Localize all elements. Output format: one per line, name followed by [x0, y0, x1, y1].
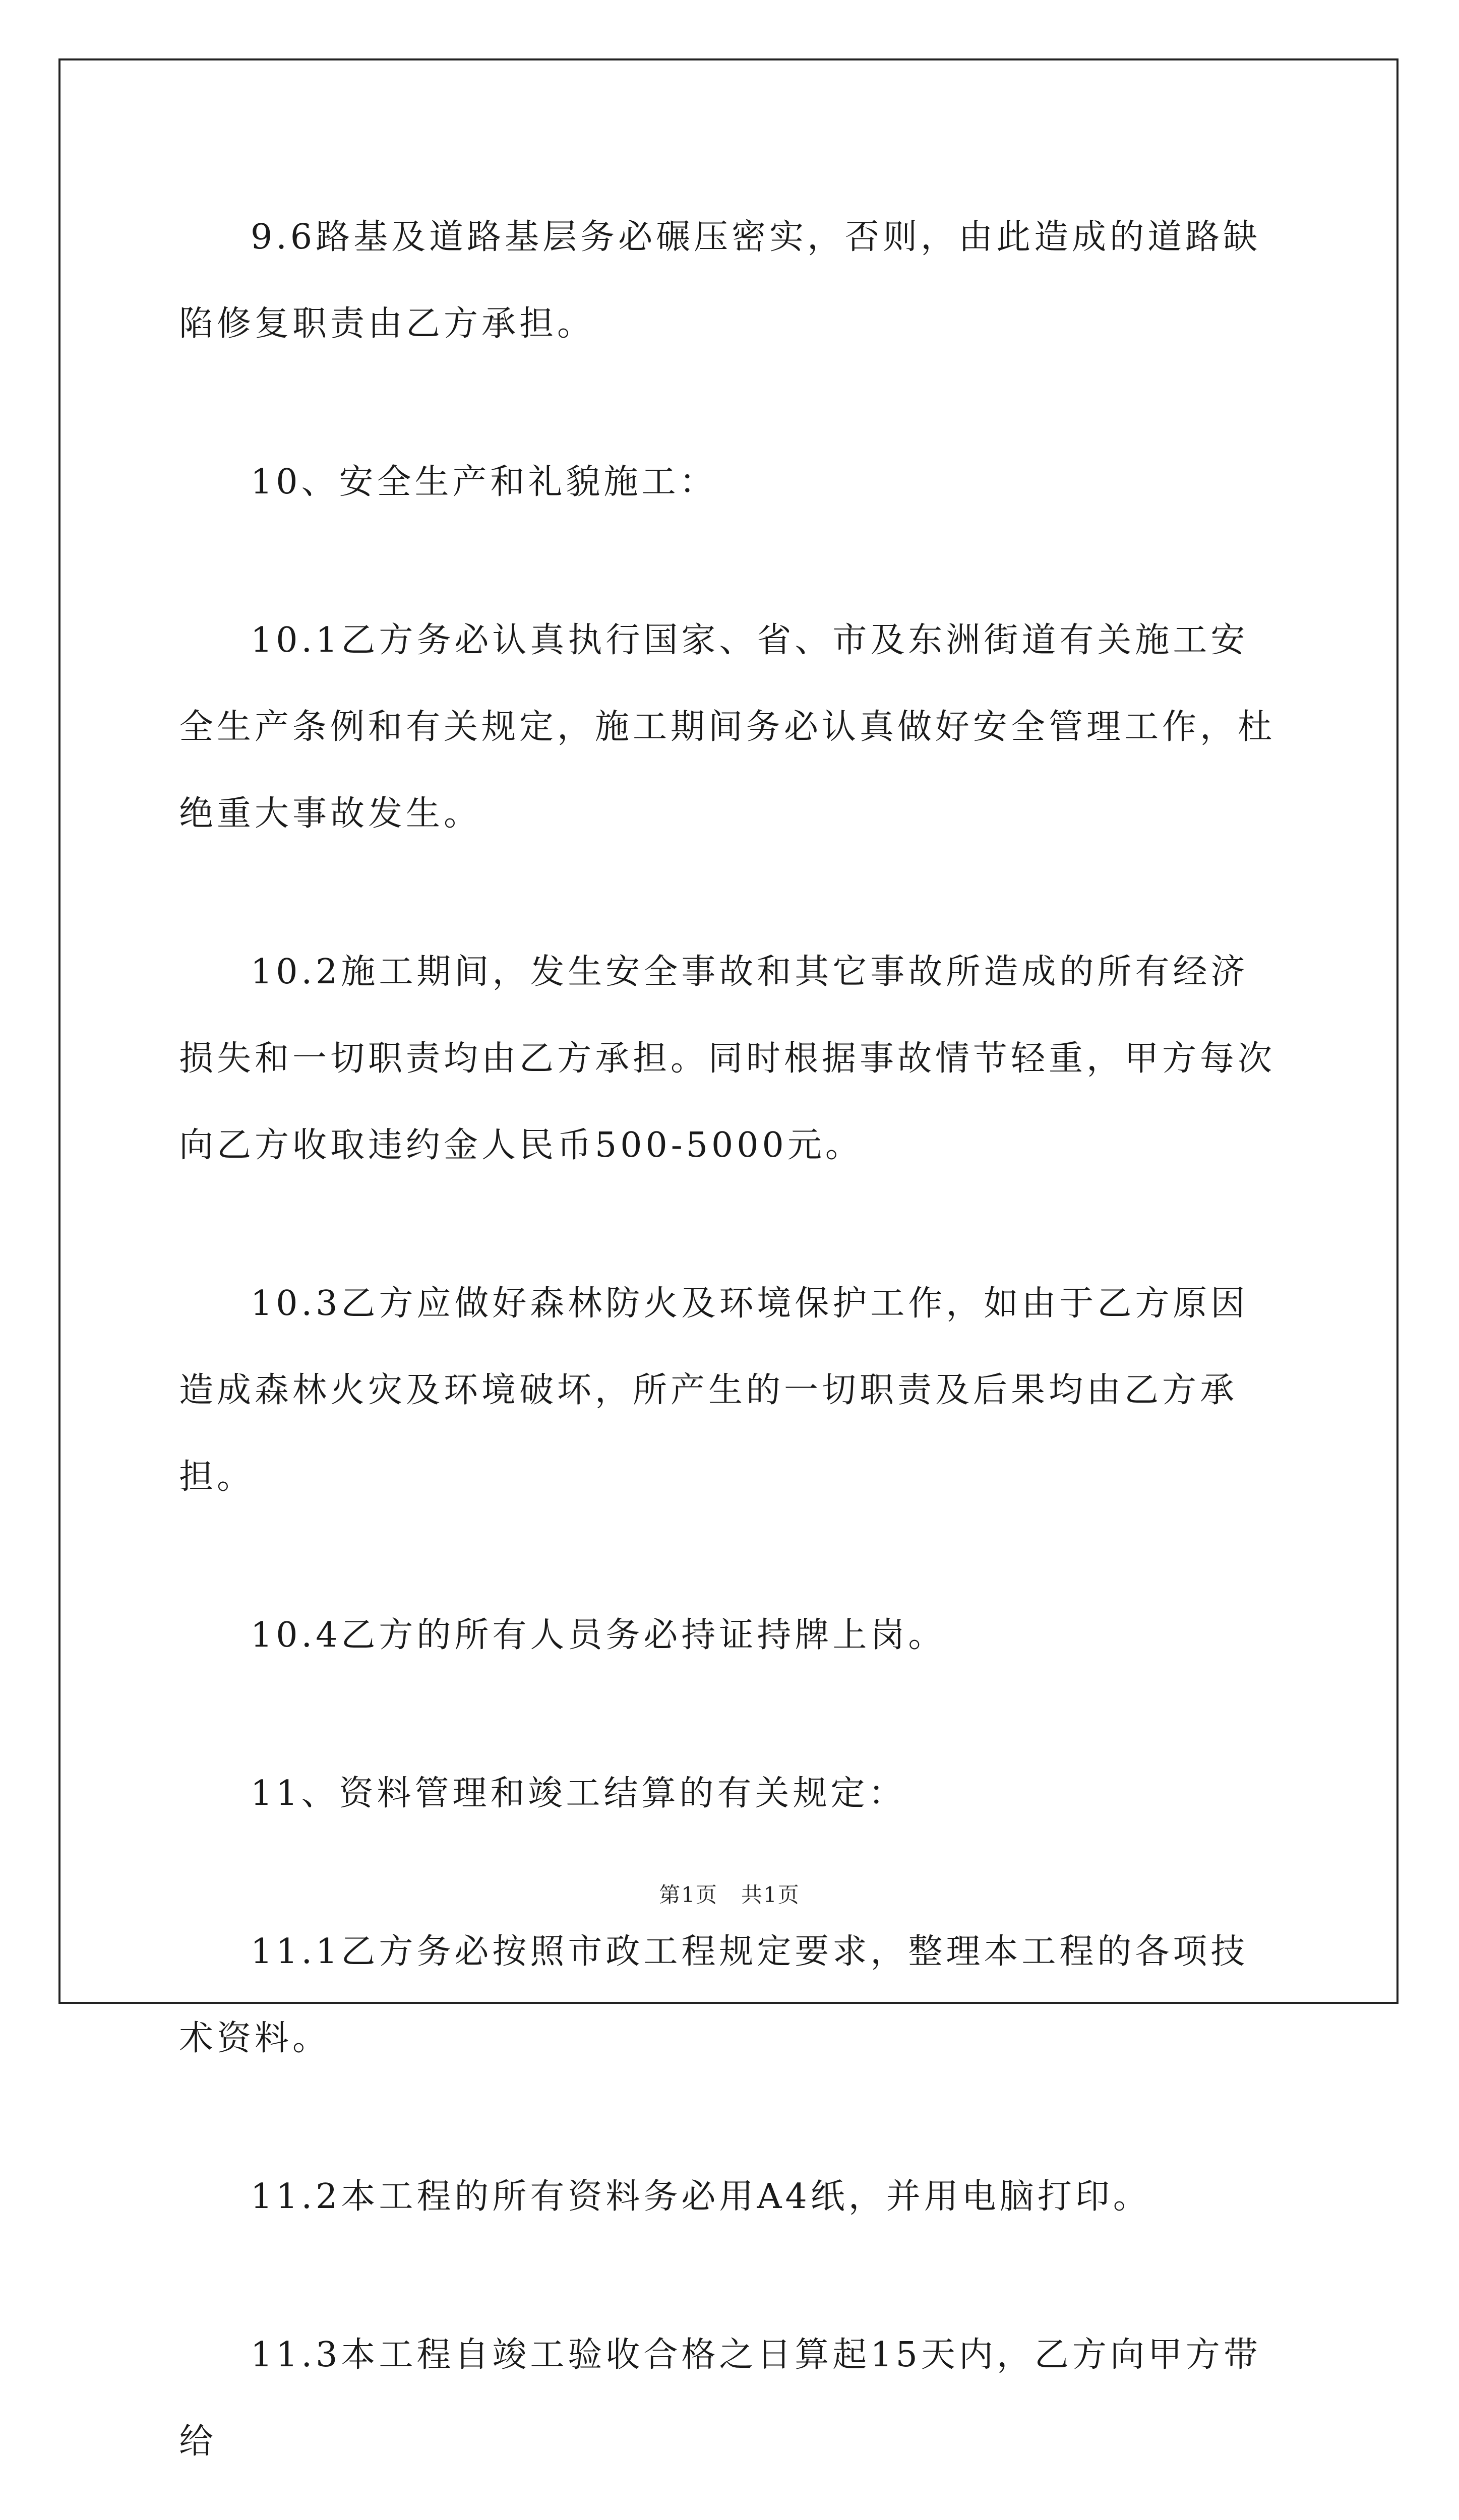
paragraph-10-2: 10.2施工期间，发生安全事故和其它事故所造成的所有经济损失和一切职责均由乙方承担。同时根据事故情节轻重，甲方每次向乙方收取违约金人民币500-5000元。 — [179, 952, 1276, 1165]
paragraph-11-1: 11.1乙方务必按照市政工程规定要求，整理本工程的各项技术资料。 — [179, 1932, 1249, 2058]
section-heading-11: 11、资料管理和竣工结算的有关规定： — [251, 1774, 906, 1813]
paragraph-11-3: 11.3本工程自竣工验收合格之日算起15天内，乙方向甲方带给 — [179, 2335, 1261, 2462]
total-pages: 共1页 — [741, 1882, 800, 1907]
paragraph-10-4: 10.4乙方的所有人员务必持证持牌上岗。 — [251, 1615, 946, 1655]
paragraph-10-1: 10.1乙方务必认真执行国家、省、市及东洲街道有关施工安全生产条例和有关规定，施工期间务必认真做好安全管理工作，杜绝重大事故发生。 — [179, 620, 1276, 834]
section-heading-10: 10、安全生产和礼貌施工： — [251, 462, 717, 502]
document-body — [179, 194, 1283, 2520]
paragraph-11-2: 11.2本工程的所有资料务必用A4纸，并用电脑打印。 — [251, 2177, 1151, 2217]
page-number: 第1页 — [659, 1882, 718, 1907]
page-footer — [0, 1878, 1459, 1909]
paragraph-10-3: 10.3乙方应做好森林防火及环境保护工作，如由于乙方原因造成森林火灾及环境破坏，所产生的一切职责及后果均由乙方承担。 — [179, 1284, 1249, 1497]
paragraph-9-6: 9.6路基及道路基层务必碾压密实，否则，由此造成的道路缺陷修复职责由乙方承担。 — [179, 217, 1261, 344]
